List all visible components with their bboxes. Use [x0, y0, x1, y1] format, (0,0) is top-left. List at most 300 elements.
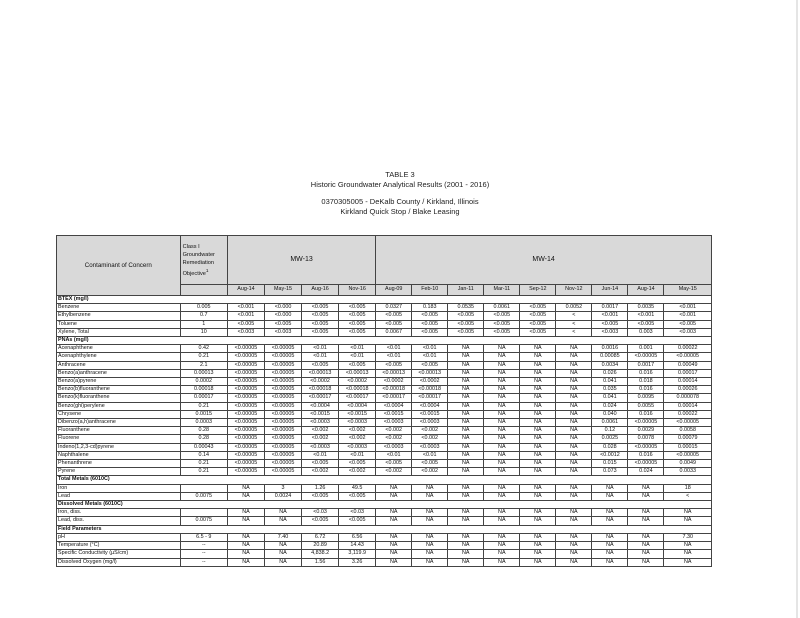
result-cell: 0.00022 [664, 345, 712, 353]
result-cell: <0.005 [520, 304, 556, 312]
result-cell: NA [592, 533, 628, 541]
result-cell: NA [628, 509, 664, 517]
table-row [57, 460, 712, 468]
result-cell: <0.002 [302, 427, 339, 435]
result-cell: <0.00005 [664, 419, 712, 427]
result-cell: NA [448, 419, 484, 427]
result-cell: NA [628, 550, 664, 558]
result-cell: NA [448, 427, 484, 435]
result-cell: 0.0055 [628, 402, 664, 410]
result-cell: NA [484, 460, 520, 468]
result-cell: <0.00005 [227, 361, 264, 369]
result-cell: <0.0003 [302, 443, 339, 451]
result-cell: 3 [265, 484, 302, 492]
result-cell: NA [484, 443, 520, 451]
result-cell: NA [376, 517, 412, 525]
table-row [57, 378, 712, 386]
date-header-10: Jun-14 [592, 285, 628, 296]
result-cell: <0.00005 [265, 369, 302, 377]
result-cell: 0.00014 [664, 402, 712, 410]
result-cell: NA [592, 542, 628, 550]
result-cell: NA [520, 484, 556, 492]
result-cell: <0.01 [302, 353, 339, 361]
result-cell: <0.0004 [376, 402, 412, 410]
result-cell: NA [556, 394, 592, 402]
result-cell: <0.00005 [227, 460, 264, 468]
result-cell: NA [448, 345, 484, 353]
table-row [57, 304, 712, 312]
result-cell: 0.0327 [376, 304, 412, 312]
result-cell: NA [484, 533, 520, 541]
result-cell: 0.00015 [664, 443, 712, 451]
result-cell: <0.01 [412, 353, 448, 361]
result-cell: <0.000 [265, 312, 302, 320]
objective-value [180, 484, 227, 492]
result-cell: <0.005 [339, 328, 376, 336]
result-cell: <0.0003 [376, 443, 412, 451]
result-cell: NA [376, 542, 412, 550]
result-cell: <0.00005 [265, 419, 302, 427]
result-cell: <0.005 [628, 320, 664, 328]
result-cell: <0.005 [339, 492, 376, 500]
result-cell: <0.0015 [376, 410, 412, 418]
result-cell: 0.0535 [448, 304, 484, 312]
result-cell: <0.0003 [339, 419, 376, 427]
result-cell: NA [664, 509, 712, 517]
result-cell: <0.00005 [265, 345, 302, 353]
result-cell: NA [592, 517, 628, 525]
result-cell: <0.005 [412, 320, 448, 328]
result-cell: NA [664, 542, 712, 550]
result-cell: NA [227, 492, 264, 500]
result-cell: <0.00005 [628, 460, 664, 468]
result-cell: 0.041 [592, 378, 628, 386]
result-cell: NA [376, 533, 412, 541]
result-cell: NA [376, 550, 412, 558]
result-cell: 14.43 [339, 542, 376, 550]
result-cell: <0.005 [339, 312, 376, 320]
contaminant-name: Benzo(b)fluoranthene [57, 386, 181, 394]
result-cell: NA [556, 427, 592, 435]
result-cell: NA [520, 435, 556, 443]
result-cell: NA [592, 492, 628, 500]
result-cell: 0.00049 [664, 361, 712, 369]
contaminant-name: Phenanthrene [57, 460, 181, 468]
contaminant-name: Iron, diss. [57, 509, 181, 517]
result-cell: <0.005 [520, 320, 556, 328]
result-cell: NA [556, 509, 592, 517]
result-cell: <0.00005 [628, 419, 664, 427]
result-cell: <0.001 [664, 312, 712, 320]
contaminant-name: Indeno(1,2,3-cd)pyrene [57, 443, 181, 451]
result-cell: <0.00005 [265, 435, 302, 443]
result-cell: <0.005 [302, 361, 339, 369]
result-cell: NA [556, 369, 592, 377]
result-cell: 1.56 [302, 558, 339, 566]
result-cell: NA [556, 517, 592, 525]
table-number: TABLE 3 [385, 170, 415, 179]
result-cell: NA [448, 386, 484, 394]
contaminant-name: Anthracene [57, 361, 181, 369]
result-cell: NA [520, 542, 556, 550]
result-cell: NA [556, 435, 592, 443]
objective-value: 0.0075 [180, 517, 227, 525]
result-cell: 0.0078 [628, 435, 664, 443]
contaminant-header: Contaminant of Concern [57, 236, 181, 296]
result-cell: <0.01 [339, 345, 376, 353]
result-cell: NA [484, 451, 520, 459]
table-row [57, 419, 712, 427]
site-id: 0370305005 - DeKalb County / Kirkland, Illinois [321, 197, 479, 206]
result-cell: <0.005 [376, 320, 412, 328]
section-row [57, 501, 712, 509]
result-cell: NA [484, 427, 520, 435]
result-cell: NA [412, 542, 448, 550]
objective-value: 0.00018 [180, 386, 227, 394]
result-cell: 3.26 [339, 558, 376, 566]
table-row [57, 533, 712, 541]
result-cell: NA [448, 517, 484, 525]
result-cell: <0.00005 [227, 435, 264, 443]
result-cell: <0.00005 [227, 410, 264, 418]
result-cell: 0.00085 [592, 353, 628, 361]
result-cell: 0.0034 [592, 361, 628, 369]
result-cell: NA [556, 468, 592, 476]
result-cell: <0.005 [376, 312, 412, 320]
result-cell: NA [520, 443, 556, 451]
result-cell: <0.005 [265, 320, 302, 328]
result-cell: NA [412, 550, 448, 558]
result-cell: 0.016 [628, 410, 664, 418]
result-cell: <0.00005 [664, 353, 712, 361]
section-label: Total Metals (6010C) [57, 476, 712, 484]
result-cell: NA [484, 345, 520, 353]
result-cell: NA [556, 353, 592, 361]
result-cell: <0.005 [339, 304, 376, 312]
result-cell: <0.005 [484, 312, 520, 320]
result-cell: NA [520, 410, 556, 418]
result-cell: 0.015 [592, 460, 628, 468]
table-row [57, 509, 712, 517]
result-cell: <0.00005 [227, 419, 264, 427]
result-cell: <0.001 [628, 312, 664, 320]
result-cell: < [664, 492, 712, 500]
contaminant-name: Chrysene [57, 410, 181, 418]
date-header-2: Aug-16 [302, 285, 339, 296]
result-cell: NA [520, 402, 556, 410]
objective-value: 0.00043 [180, 443, 227, 451]
result-cell: NA [556, 402, 592, 410]
result-cell: <0.005 [484, 320, 520, 328]
contaminant-name: Benzo(a)pyrene [57, 378, 181, 386]
result-cell: NA [556, 484, 592, 492]
result-cell: NA [448, 492, 484, 500]
result-cell: NA [448, 378, 484, 386]
result-cell: NA [520, 394, 556, 402]
result-cell: <0.005 [484, 328, 520, 336]
result-cell: 0.0033 [664, 468, 712, 476]
result-cell: 0.0017 [628, 361, 664, 369]
result-cell: NA [227, 542, 264, 550]
section-label: BTEX (mg/l) [57, 296, 712, 304]
result-cell: <0.002 [339, 468, 376, 476]
objective-value: 0.005 [180, 304, 227, 312]
result-cell: <0.00013 [412, 369, 448, 377]
result-cell: 0.0024 [265, 492, 302, 500]
contaminant-name: Naphthalene [57, 451, 181, 459]
result-cell: NA [448, 550, 484, 558]
result-cell: NA [448, 361, 484, 369]
table-row [57, 320, 712, 328]
result-cell: NA [520, 509, 556, 517]
result-cell: <0.005 [227, 320, 264, 328]
table-row [57, 328, 712, 336]
date-header-7: Mar-11 [484, 285, 520, 296]
site-name: Kirkland Quick Stop / Blake Leasing [340, 207, 460, 216]
table-row [57, 369, 712, 377]
result-cell: NA [520, 492, 556, 500]
contaminant-name: Toluene [57, 320, 181, 328]
contaminant-name: Acenaphthylene [57, 353, 181, 361]
result-cell: NA [484, 386, 520, 394]
result-cell: 0.0016 [592, 345, 628, 353]
contaminant-name: Benzo(ghi)perylene [57, 402, 181, 410]
result-cell: <0.005 [520, 312, 556, 320]
result-cell: 0.024 [592, 402, 628, 410]
result-cell: <0.0002 [376, 378, 412, 386]
result-cell: NA [412, 492, 448, 500]
result-cell: <0.002 [376, 427, 412, 435]
result-cell: <0.00017 [376, 394, 412, 402]
result-cell: 7.30 [664, 533, 712, 541]
objective-value: 0.28 [180, 427, 227, 435]
result-cell: NA [412, 509, 448, 517]
result-cell: 0.0067 [376, 328, 412, 336]
result-cell: NA [520, 468, 556, 476]
result-cell: <0.001 [592, 312, 628, 320]
result-cell: NA [227, 533, 264, 541]
result-cell: <0.00005 [227, 394, 264, 402]
result-cell: NA [664, 558, 712, 566]
result-cell: <0.005 [412, 312, 448, 320]
result-cell: <0.01 [339, 353, 376, 361]
result-cell: 1.26 [302, 484, 339, 492]
result-cell: <0.002 [412, 435, 448, 443]
result-cell: 0.040 [592, 410, 628, 418]
result-cell: 0.0058 [664, 427, 712, 435]
result-cell: NA [265, 542, 302, 550]
result-cell: <0.0003 [376, 419, 412, 427]
result-cell: <0.005 [592, 320, 628, 328]
result-cell: 3,119.9 [339, 550, 376, 558]
result-cell: <0.03 [339, 509, 376, 517]
result-cell: <0.005 [339, 361, 376, 369]
result-cell: <0.00005 [227, 345, 264, 353]
result-cell: <0.00005 [265, 353, 302, 361]
result-cell: <0.002 [339, 435, 376, 443]
result-cell: NA [376, 492, 412, 500]
result-cell: NA [520, 427, 556, 435]
objective-value: -- [180, 542, 227, 550]
result-cell: <0.00005 [265, 378, 302, 386]
result-cell: <0.005 [339, 320, 376, 328]
table-row [57, 492, 712, 500]
result-cell: <0.000 [265, 304, 302, 312]
result-cell: NA [484, 517, 520, 525]
contaminant-name: Pyrene [57, 468, 181, 476]
result-cell: <0.00018 [412, 386, 448, 394]
objective-value: 0.21 [180, 460, 227, 468]
result-cell: 0.0061 [484, 304, 520, 312]
result-cell: NA [484, 378, 520, 386]
result-cell: <0.005 [376, 361, 412, 369]
result-cell: NA [448, 402, 484, 410]
objective-value: 0.21 [180, 402, 227, 410]
result-cell: 0.00026 [664, 386, 712, 394]
result-cell: <0.005 [448, 328, 484, 336]
objective-value: 0.14 [180, 451, 227, 459]
result-cell: <0.00005 [227, 386, 264, 394]
result-cell: <0.00005 [227, 427, 264, 435]
result-cell: 0.0095 [628, 394, 664, 402]
result-cell: NA [556, 533, 592, 541]
result-cell: <0.005 [302, 517, 339, 525]
analytical-results-table [56, 235, 712, 567]
mw14-header: MW-14 [376, 236, 712, 285]
result-cell: NA [412, 533, 448, 541]
table-row [57, 550, 712, 558]
result-cell: <0.0002 [412, 378, 448, 386]
result-cell: 0.018 [628, 378, 664, 386]
result-cell: <0.00005 [227, 378, 264, 386]
result-cell: <0.002 [376, 435, 412, 443]
contaminant-name: pH [57, 533, 181, 541]
result-cell: <0.0003 [302, 419, 339, 427]
result-cell: <0.00005 [265, 427, 302, 435]
result-cell: NA [556, 386, 592, 394]
result-cell: <0.00005 [265, 460, 302, 468]
result-cell: 49.5 [339, 484, 376, 492]
result-cell: NA [628, 492, 664, 500]
result-cell: <0.005 [339, 517, 376, 525]
result-cell: <0.002 [302, 468, 339, 476]
result-cell: NA [628, 484, 664, 492]
result-cell: <0.00018 [376, 386, 412, 394]
result-cell: <0.0002 [339, 378, 376, 386]
result-cell: <0.005 [302, 312, 339, 320]
result-cell: NA [484, 484, 520, 492]
contaminant-name: Lead [57, 492, 181, 500]
result-cell: NA [448, 394, 484, 402]
document-titles [0, 170, 800, 217]
result-cell: <0.002 [339, 427, 376, 435]
objective-value: 2.1 [180, 361, 227, 369]
result-cell: <0.005 [339, 460, 376, 468]
objective-value: 0.0002 [180, 378, 227, 386]
objective-value: 0.00013 [180, 369, 227, 377]
result-cell: <0.005 [302, 460, 339, 468]
result-cell: NA [448, 410, 484, 418]
result-cell: NA [448, 451, 484, 459]
result-cell: <0.005 [520, 328, 556, 336]
result-cell: NA [265, 509, 302, 517]
result-cell: <0.00005 [265, 402, 302, 410]
table-row [57, 361, 712, 369]
result-cell: <0.005 [448, 320, 484, 328]
result-cell: <0.005 [448, 312, 484, 320]
date-header-0: Aug-14 [227, 285, 264, 296]
result-cell: 0.0029 [628, 427, 664, 435]
result-cell: 0.00017 [664, 369, 712, 377]
result-cell: NA [448, 533, 484, 541]
date-header-1: May-15 [265, 285, 302, 296]
result-cell: NA [484, 369, 520, 377]
result-cell: NA [265, 550, 302, 558]
result-cell: NA [448, 468, 484, 476]
result-cell: 0.00022 [664, 410, 712, 418]
result-cell: <0.00005 [227, 402, 264, 410]
table-row [57, 435, 712, 443]
result-cell: NA [520, 419, 556, 427]
contaminant-name: Benzene [57, 304, 181, 312]
result-cell: NA [520, 353, 556, 361]
contaminant-name: Lead, diss. [57, 517, 181, 525]
result-cell: NA [556, 542, 592, 550]
result-cell: <0.005 [302, 492, 339, 500]
objective-value: 0.0015 [180, 410, 227, 418]
result-cell: NA [556, 460, 592, 468]
result-cell: 0.0052 [556, 304, 592, 312]
objective-header-text: Class I Groundwater Remediation Objective [182, 243, 215, 277]
date-header-8: Sep-12 [520, 285, 556, 296]
result-cell: <0.003 [592, 328, 628, 336]
result-cell: NA [556, 558, 592, 566]
section-row [57, 525, 712, 533]
result-cell: <0.001 [227, 312, 264, 320]
section-row [57, 337, 712, 345]
contaminant-name: Ethylbenzene [57, 312, 181, 320]
result-cell: 0.001 [628, 345, 664, 353]
result-cell: <0.00005 [227, 451, 264, 459]
result-cell: NA [484, 509, 520, 517]
result-cell: 6.56 [339, 533, 376, 541]
objective-value: -- [180, 550, 227, 558]
result-cell: NA [412, 484, 448, 492]
contaminant-name: Xylene, Total [57, 328, 181, 336]
result-cell: NA [227, 558, 264, 566]
result-cell: NA [448, 542, 484, 550]
result-cell: 0.016 [628, 451, 664, 459]
result-cell: NA [556, 492, 592, 500]
result-cell: <0.002 [412, 427, 448, 435]
objective-value: 10 [180, 328, 227, 336]
table-row [57, 402, 712, 410]
result-cell: <0.005 [412, 361, 448, 369]
result-cell: NA [592, 509, 628, 517]
result-cell: <0.01 [376, 345, 412, 353]
date-header-5: Feb-10 [412, 285, 448, 296]
result-cell: NA [484, 550, 520, 558]
result-cell: <0.00005 [628, 353, 664, 361]
result-cell: NA [520, 533, 556, 541]
result-cell: <0.0002 [302, 378, 339, 386]
result-cell: <0.0015 [302, 410, 339, 418]
result-cell: NA [556, 345, 592, 353]
result-cell: NA [484, 558, 520, 566]
result-cell: NA [376, 484, 412, 492]
result-cell: NA [628, 533, 664, 541]
result-cell: NA [592, 484, 628, 492]
